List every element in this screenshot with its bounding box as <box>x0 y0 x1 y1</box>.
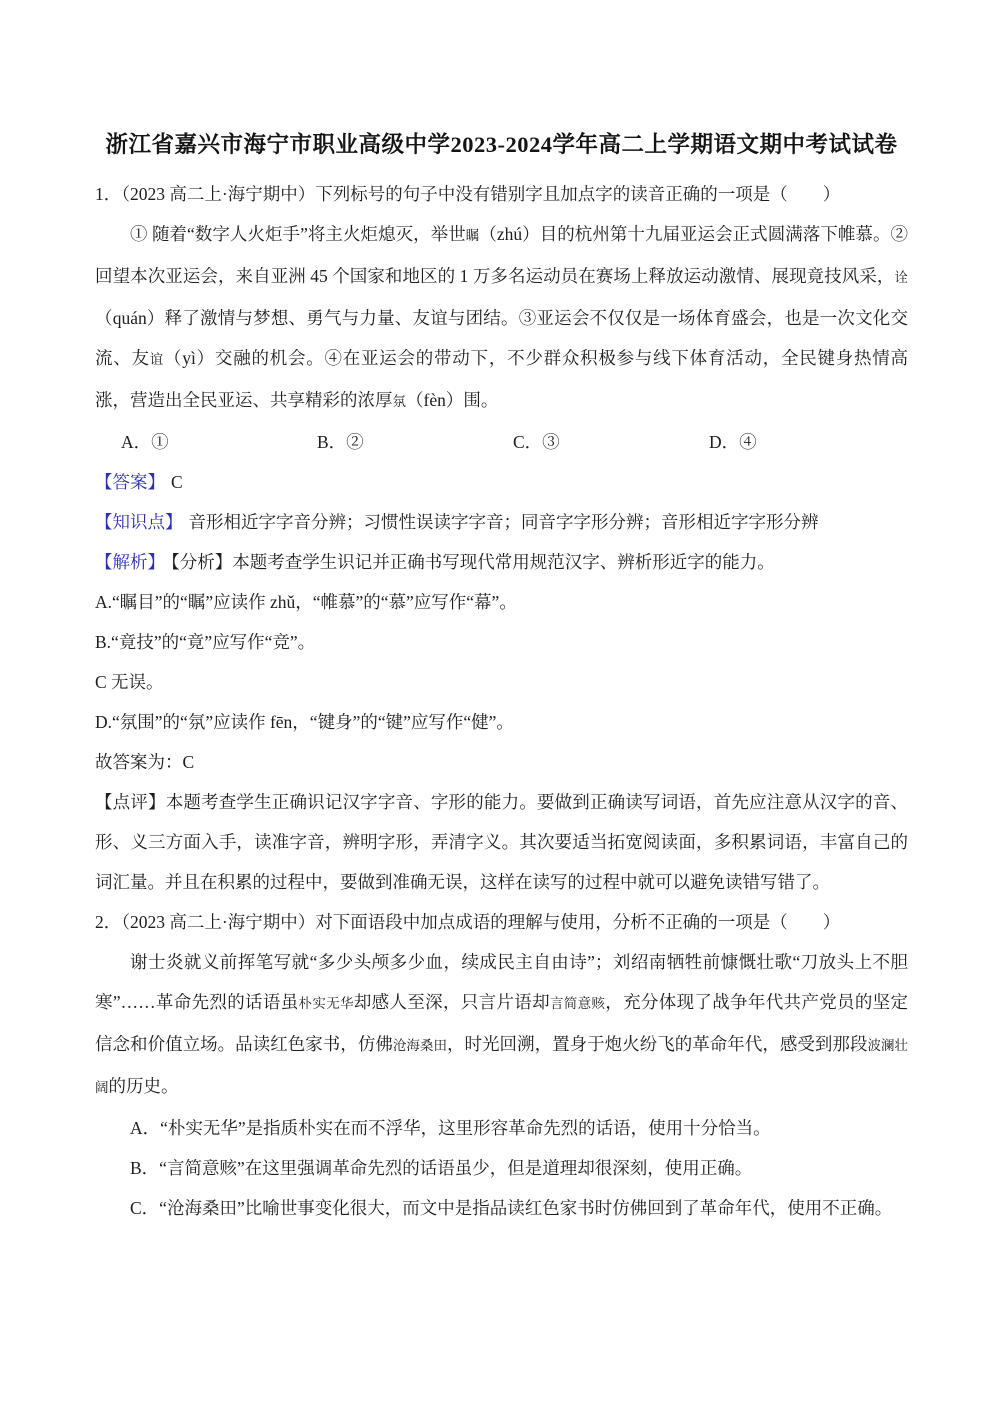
q1-explanation-b: B.“竟技”的“竟”应写作“竞”。 <box>95 632 316 652</box>
passage-text: 谢士炎就义前挥笔写就“多少头颅多少血，续成民主自由诗”；刘绍南牺牲前慷慨壮歌“刀放头上不胆寒”……革命先烈的话语虽 <box>95 952 908 1012</box>
q2-option-b: B．“言简意赅”在这里强调革命先烈的话语虽少，但是道理却很深刻，使用正确。 <box>130 1158 753 1178</box>
q2-stem: 2．（2023 高二上·海宁期中）对下面语段中加点成语的理解与使用，分析不正确的一项是（ ） <box>95 912 841 932</box>
annotated-term: 谊 <box>149 352 165 367</box>
q1-knowledge-line <box>95 502 908 542</box>
annotated-term: 瞩 <box>465 228 480 243</box>
answer-label: 【答案】 <box>95 472 165 492</box>
passage-text: （yì）交融的机会。④在亚运会的带动下，不少群众积极参与线下体育活动，全民键身热情高涨，营造出全民亚运、共享精彩的浓厚 <box>95 348 909 410</box>
q1-option-c: C．③ <box>513 432 560 452</box>
q1-passage <box>95 214 908 422</box>
passage-text: （quán）释了激情与梦想、勇气与力量、友谊与团结。③亚运会不仅仅是一场体育盛会，也是一次文化交流、友 <box>95 308 908 368</box>
passage-text: 的历史。 <box>108 1076 179 1096</box>
q2-passage <box>95 942 908 1108</box>
annotated-term: 言简意赅 <box>549 996 606 1011</box>
q1-explanation-d: D.“氛围”的“氛”应读作 fēn，“键身”的“键”应写作“健”。 <box>95 712 514 732</box>
passage-text: ，充分体现了战争年代共产党员的坚定信念和价值立场。品读红色家书，仿佛 <box>95 992 909 1054</box>
analysis-label: 【解析】 <box>95 552 165 572</box>
annotated-term: 沧海桑田 <box>392 1038 447 1053</box>
q2-option-a: A．“朴实无华”是指质朴实在而不浮华，这里形容革命先烈的话语，使用十分恰当。 <box>130 1118 771 1138</box>
q1-option-a: A．① <box>121 432 169 452</box>
q1-conclusion: 故答案为：C <box>95 752 195 772</box>
annotated-term: 朴实无华 <box>298 996 354 1011</box>
q1-options-row <box>95 422 908 462</box>
passage-text: （fèn）围。 <box>406 390 499 410</box>
answer-value: C <box>171 472 183 492</box>
q2-option-c: C．“沧海桑田”比喻世事变化很大，而文中是指品读红色家书时仿佛回到了革命年代，使用不正确。 <box>130 1198 893 1218</box>
passage-text: （zhú）目的杭州第十九届亚运会正式圆满落下帷慕。②回望本次亚运会，来自亚洲 45 个国家和地区的 1 万多名运动员在赛场上释放运动激情、展现竟技风采， <box>95 224 909 286</box>
q1-option-d: D．④ <box>709 432 757 452</box>
comment-label: 【点评】 <box>95 792 166 812</box>
knowledge-label: 【知识点】 <box>95 512 183 532</box>
annotated-term: 氛 <box>392 394 406 409</box>
question-2 <box>95 902 908 1228</box>
comment-text: 本题考查学生正确识记汉字字音、字形的能力。要做到正确读写词语，首先应注意从汉字的音、形、义三方面入手，读准字音，辨明字形，弄清字义。其次要适当拓宽阅读面，多积累词语，丰富自己的词汇量。并且在积累的过程中，要做到准确无误，这样在读写的过程中就可以避免读错写错了。 <box>95 792 909 892</box>
q1-explanation-a: A.“瞩目”的“瞩”应读作 zhǔ，“帷慕”的“慕”应写作“幕”。 <box>95 592 517 612</box>
passage-text: ① 随着“数字人火炬手”将主火炬熄灭，举世 <box>130 224 466 244</box>
q1-answer-line <box>95 462 908 502</box>
analysis-text: 【分析】本题考查学生识记并正确书写现代常用规范汉字、辨析形近字的能力。 <box>171 552 775 572</box>
q1-analysis-line <box>95 542 908 582</box>
q1-explanation-c: C 无误。 <box>95 672 164 692</box>
document-title: 浙江省嘉兴市海宁市职业高级中学2023-2024学年高二上学期语文期中考试试卷 <box>105 132 898 157</box>
question-1 <box>95 174 908 902</box>
knowledge-text: 音形相近字字音分辨；习惯性误读字字音；同音字字形分辨；音形相近字字形分辨 <box>188 512 819 532</box>
q1-option-b: B．② <box>317 432 364 452</box>
q1-comment-paragraph <box>95 782 908 902</box>
passage-text: 却感人至深，只言片语却 <box>353 992 550 1012</box>
annotated-term: 波澜壮阔 <box>95 1038 909 1095</box>
passage-text: ，时光回溯，置身于炮火纷飞的革命年代，感受到那段 <box>446 1034 868 1054</box>
annotated-term: 诠 <box>894 270 908 285</box>
q1-stem: 1．（2023 高二上·海宁期中）下列标号的句子中没有错别字且加点字的读音正确的一项是（ ） <box>95 184 841 204</box>
